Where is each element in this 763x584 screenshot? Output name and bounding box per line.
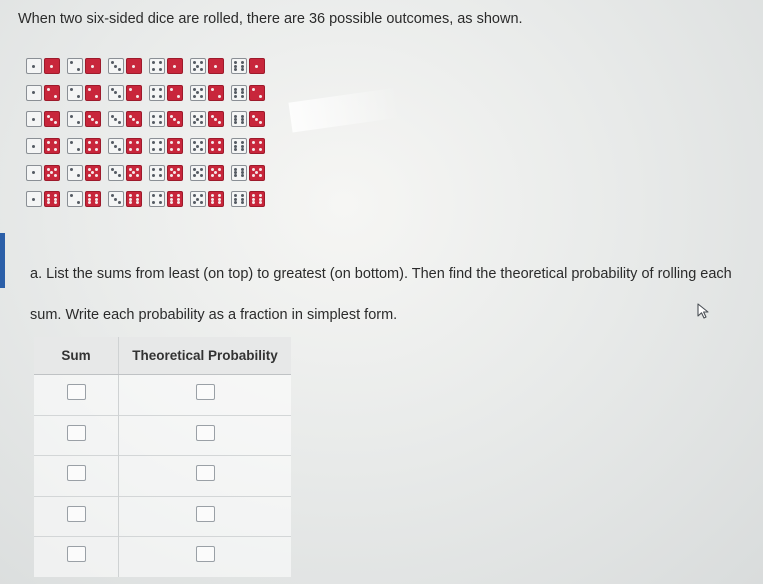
second-die-face-4 (208, 138, 224, 154)
second-die-face-3 (126, 111, 142, 127)
probability-cell (119, 537, 292, 577)
second-die-face-6 (249, 191, 265, 207)
dice-outcome-pair (231, 186, 272, 213)
sum-answer-input[interactable] (67, 506, 86, 522)
sum-answer-input[interactable] (67, 425, 86, 441)
second-die-face-6 (44, 191, 60, 207)
first-die-face-4 (149, 165, 165, 181)
first-die-face-6 (231, 85, 247, 101)
table-header-row (34, 337, 291, 375)
dice-outcome-pair (26, 186, 67, 213)
first-die-face-4 (149, 138, 165, 154)
second-die-face-2 (44, 85, 60, 101)
dice-outcome-pair (231, 53, 272, 80)
dice-outcome-pair (149, 159, 190, 186)
first-die-face-6 (231, 58, 247, 74)
dice-outcome-pair (190, 133, 231, 160)
probability-answer-input[interactable] (196, 506, 215, 522)
first-die-face-3 (108, 111, 124, 127)
second-die-face-6 (85, 191, 101, 207)
first-die-face-4 (149, 58, 165, 74)
first-die-face-6 (231, 165, 247, 181)
dice-outcome-pair (231, 159, 272, 186)
dice-outcome-pair (26, 80, 67, 107)
probability-column-header: Theoretical Probability (119, 337, 292, 375)
left-edge-tab (0, 233, 5, 288)
probability-cell (119, 496, 292, 537)
dice-outcome-pair (190, 106, 231, 133)
second-die-face-1 (126, 58, 142, 74)
table-row (34, 375, 291, 416)
dice-outcome-pair (149, 186, 190, 213)
dice-outcome-pair (190, 186, 231, 213)
first-die-face-5 (190, 191, 206, 207)
dice-outcome-pair (231, 133, 272, 160)
second-die-face-3 (249, 111, 265, 127)
second-die-face-3 (85, 111, 101, 127)
dice-outcome-pair (231, 80, 272, 107)
first-die-face-2 (67, 165, 83, 181)
first-die-face-3 (108, 138, 124, 154)
second-die-face-4 (167, 138, 183, 154)
dice-outcome-pair (108, 106, 149, 133)
dice-outcome-pair (26, 53, 67, 80)
probability-answer-input[interactable] (196, 425, 215, 441)
second-die-face-2 (208, 85, 224, 101)
second-die-face-5 (167, 165, 183, 181)
dice-outcome-pair (149, 80, 190, 107)
dice-outcome-pair (149, 53, 190, 80)
probability-answer-input[interactable] (196, 546, 215, 562)
second-die-face-4 (85, 138, 101, 154)
mouse-pointer-icon (697, 303, 711, 319)
sum-answer-input[interactable] (67, 384, 86, 400)
first-die-face-5 (190, 85, 206, 101)
table-row (34, 456, 291, 497)
first-die-face-3 (108, 191, 124, 207)
dice-outcomes-grid (26, 53, 272, 213)
second-die-face-3 (167, 111, 183, 127)
dice-outcome-pair (108, 53, 149, 80)
first-die-face-4 (149, 111, 165, 127)
dice-outcome-pair (108, 133, 149, 160)
screen-glare (288, 87, 401, 132)
dice-outcome-pair (108, 159, 149, 186)
first-die-face-2 (67, 111, 83, 127)
first-die-face-6 (231, 111, 247, 127)
sum-cell (34, 415, 119, 456)
dice-outcome-pair (26, 159, 67, 186)
first-die-face-5 (190, 165, 206, 181)
first-die-face-5 (190, 111, 206, 127)
probability-cell (119, 456, 292, 497)
second-die-face-4 (44, 138, 60, 154)
question-line-2: sum. Write each probability as a fraction in simplest form. (30, 307, 398, 323)
dice-outcome-pair (67, 133, 108, 160)
dice-outcome-pair (67, 106, 108, 133)
first-die-face-5 (190, 138, 206, 154)
table-row (34, 537, 291, 577)
second-die-face-5 (126, 165, 142, 181)
second-die-face-5 (85, 165, 101, 181)
first-die-face-3 (108, 165, 124, 181)
first-die-face-2 (67, 138, 83, 154)
sum-cell (34, 537, 119, 577)
probability-table (34, 337, 291, 577)
second-die-face-4 (126, 138, 142, 154)
second-die-face-6 (126, 191, 142, 207)
table-row (34, 496, 291, 537)
first-die-face-1 (26, 165, 42, 181)
second-die-face-4 (249, 138, 265, 154)
first-die-face-2 (67, 58, 83, 74)
second-die-face-1 (249, 58, 265, 74)
first-die-face-1 (26, 138, 42, 154)
intro-text: When two six-sided dice are rolled, there are 36 possible outcomes, as shown. (18, 11, 523, 27)
table-row (34, 415, 291, 456)
first-die-face-1 (26, 85, 42, 101)
first-die-face-1 (26, 191, 42, 207)
sum-cell (34, 456, 119, 497)
dice-outcome-pair (67, 53, 108, 80)
second-die-face-2 (85, 85, 101, 101)
first-die-face-3 (108, 85, 124, 101)
second-die-face-5 (44, 165, 60, 181)
first-die-face-4 (149, 191, 165, 207)
second-die-face-5 (249, 165, 265, 181)
dice-outcome-pair (149, 106, 190, 133)
second-die-face-3 (44, 111, 60, 127)
probability-answer-input[interactable] (196, 465, 215, 481)
second-die-face-1 (208, 58, 224, 74)
second-die-face-1 (85, 58, 101, 74)
second-die-face-2 (167, 85, 183, 101)
first-die-face-1 (26, 111, 42, 127)
second-die-face-6 (208, 191, 224, 207)
question-a (30, 254, 750, 336)
dice-outcome-pair (67, 80, 108, 107)
sum-column-header: Sum (34, 337, 119, 375)
dice-outcome-pair (67, 186, 108, 213)
first-die-face-2 (67, 191, 83, 207)
second-die-face-1 (44, 58, 60, 74)
second-die-face-6 (167, 191, 183, 207)
dice-outcome-pair (67, 159, 108, 186)
probability-cell (119, 375, 292, 416)
first-die-face-6 (231, 191, 247, 207)
dice-outcome-pair (108, 186, 149, 213)
dice-outcome-pair (231, 106, 272, 133)
sum-answer-input[interactable] (67, 465, 86, 481)
dice-outcome-pair (26, 106, 67, 133)
dice-outcome-pair (190, 159, 231, 186)
first-die-face-2 (67, 85, 83, 101)
dice-outcome-pair (108, 80, 149, 107)
second-die-face-2 (249, 85, 265, 101)
dice-outcome-pair (190, 80, 231, 107)
dice-outcome-pair (26, 133, 67, 160)
probability-answer-input[interactable] (196, 384, 215, 400)
first-die-face-1 (26, 58, 42, 74)
second-die-face-2 (126, 85, 142, 101)
dice-outcome-pair (190, 53, 231, 80)
first-die-face-3 (108, 58, 124, 74)
first-die-face-4 (149, 85, 165, 101)
second-die-face-3 (208, 111, 224, 127)
first-die-face-5 (190, 58, 206, 74)
first-die-face-6 (231, 138, 247, 154)
probability-cell (119, 415, 292, 456)
sum-cell (34, 496, 119, 537)
sum-answer-input[interactable] (67, 546, 86, 562)
dice-outcome-pair (149, 133, 190, 160)
sum-cell (34, 375, 119, 416)
question-line-1: a. List the sums from least (on top) to greatest (on bottom). Then find the theoretical probability of rolling each (30, 266, 732, 282)
second-die-face-5 (208, 165, 224, 181)
second-die-face-1 (167, 58, 183, 74)
